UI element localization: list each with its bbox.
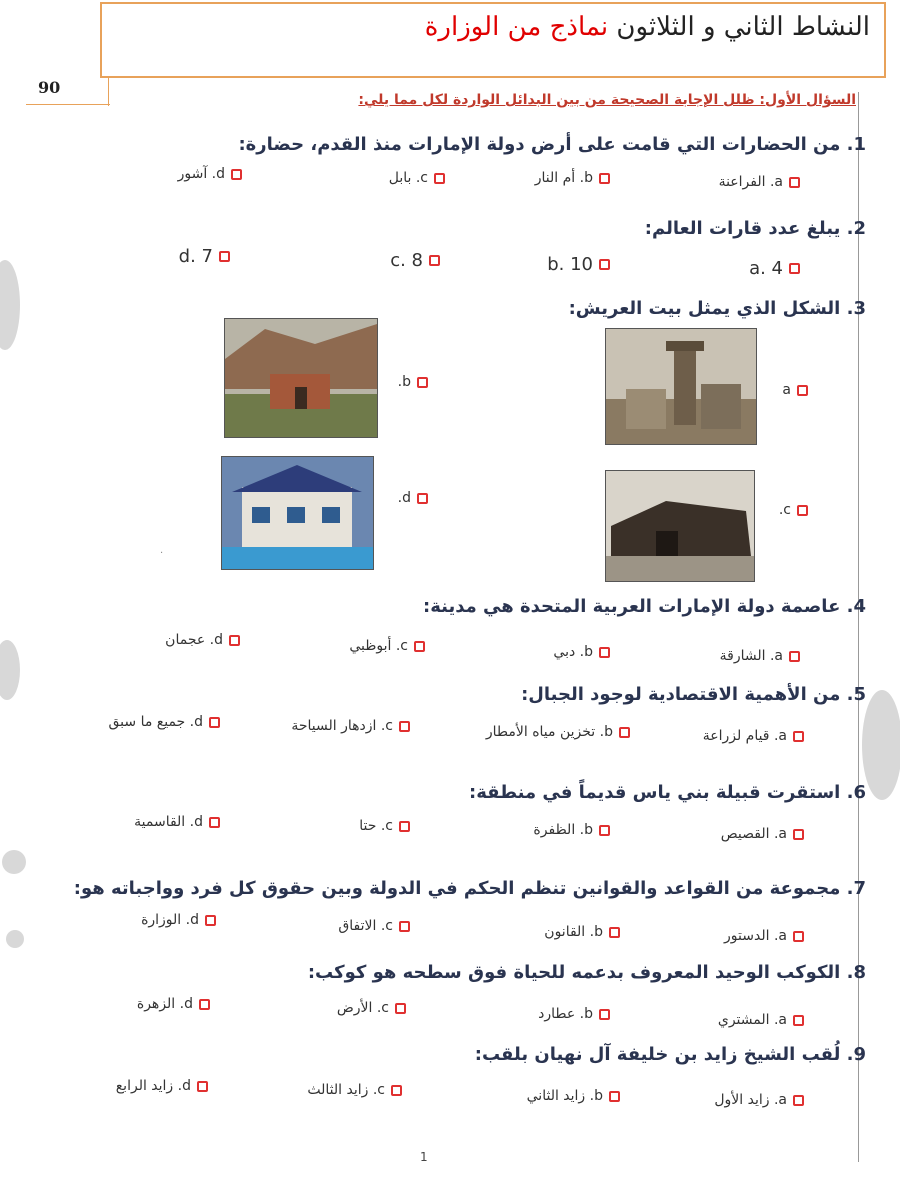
checkbox-icon[interactable] [229,635,240,646]
q9-option-b[interactable] [527,1088,620,1104]
option-label: b. عطارد [538,1006,593,1022]
q4-option-a[interactable] [720,648,800,664]
checkbox-icon[interactable] [789,177,800,188]
checkbox-icon[interactable] [599,173,610,184]
checkbox-icon[interactable] [209,717,220,728]
q9-option-a[interactable] [714,1092,804,1108]
q6-option-d[interactable] [134,814,220,830]
q2-option-c[interactable] [390,250,440,271]
checkbox-icon[interactable] [797,505,808,516]
option-label: c. ازدهار السياحة [291,718,393,734]
option-label: c. [778,502,791,518]
page-number-rule [26,104,110,105]
checkbox-icon[interactable] [599,259,610,270]
scan-mark: · [160,548,164,559]
title-red-text: نماذج من الوزارة [424,12,609,42]
q4-option-d[interactable] [165,632,240,648]
checkbox-icon[interactable] [793,829,804,840]
checkbox-icon[interactable] [399,721,410,732]
q7-option-c[interactable] [338,918,410,934]
option-label: a. المشتري [717,1012,787,1028]
option-label: b. [397,374,411,390]
q7-option-d[interactable] [141,912,216,928]
checkbox-icon[interactable] [609,927,620,938]
checkbox-icon[interactable] [797,385,808,396]
q2-option-a[interactable] [749,258,800,279]
question-2: 2. يبلغ عدد قارات العالم: [644,218,866,239]
checkbox-icon[interactable] [793,731,804,742]
q2-option-b[interactable] [547,254,610,275]
option-label: b. القانون [544,924,603,940]
checkbox-icon[interactable] [599,647,610,658]
option-label: b. دبي [553,644,593,660]
option-label: 7 .d [178,246,213,267]
option-label: a. الشارقة [719,648,783,664]
q6-option-a[interactable] [721,826,804,842]
watermark-shape [862,690,900,800]
title-black-text: النشاط الثاني و الثلاثون [616,12,870,42]
right-margin-line [858,92,859,1162]
option-label: d. الزهرة [136,996,193,1012]
checkbox-icon[interactable] [793,931,804,942]
option-label: a. القصيص [720,826,787,842]
option-label: b. تخزين مياه الأمطار [485,724,613,740]
option-label: b. زايد الثاني [526,1088,603,1104]
q9-option-d[interactable] [116,1078,208,1094]
q3-option-b[interactable] [398,374,428,390]
option-label: d. الوزارة [141,912,199,928]
footer-page-number: 1 [420,1150,428,1164]
checkbox-icon[interactable] [619,727,630,738]
q4-option-b[interactable] [553,644,610,660]
question-4: 4. عاصمة دولة الإمارات العربية المتحدة هي مدينة: [423,596,866,617]
option-label: a. زايد الأول [714,1092,787,1108]
villa-photo [221,456,374,570]
checkbox-icon[interactable] [599,1009,610,1020]
checkbox-icon[interactable] [205,915,216,926]
checkbox-icon[interactable] [793,1015,804,1026]
option-label: b. أم النار [534,170,593,186]
q5-option-b[interactable] [486,724,630,740]
question-7: 7. مجموعة من القواعد والقوانين تنظم الحكم في الدولة وبين حقوق كل فرد وواجباته هو: [73,878,866,899]
option-label: c. حتا [359,818,393,834]
checkbox-icon[interactable] [789,263,800,274]
q1-option-d[interactable] [178,166,242,182]
q8-option-b[interactable] [538,1006,610,1022]
q1-option-b[interactable] [535,170,610,186]
q6-option-c[interactable] [359,818,410,834]
q3-option-d[interactable] [398,490,428,506]
q3-option-a[interactable] [782,382,808,398]
activity-title [100,2,886,78]
option-label: c. الاتفاق [338,918,393,934]
q4-option-c[interactable] [349,638,425,654]
q5-option-c[interactable] [291,718,410,734]
question-3: 3. الشكل الذي يمثل بيت العريش: [568,298,866,319]
q5-option-d[interactable] [108,714,220,730]
option-label: c. زايد الثالث [307,1082,385,1098]
q3-option-c[interactable] [779,502,808,518]
option-label: d. [397,490,411,506]
section-title: السؤال الأول: ظلل الإجابة الصحيحة من بين البدائل الواردة لكل مما يلي: [358,92,856,108]
option-label: d. زايد الرابع [115,1078,191,1094]
checkbox-icon[interactable] [199,999,210,1010]
option-label: 4 .a [749,258,783,279]
page-number-divider [108,78,109,106]
checkbox-icon[interactable] [417,493,428,504]
tent-photo [605,470,755,582]
question-5: 5. من الأهمية الاقتصادية لوجود الجبال: [521,684,866,705]
question-9: 9. لُقب الشيخ زايد بن خليفة آل نهيان بلقب: [474,1044,866,1065]
option-label: a [782,382,791,398]
option-label: d. آشور [177,166,225,182]
q8-option-d[interactable] [137,996,210,1012]
checkbox-icon[interactable] [231,169,242,180]
q7-option-a[interactable] [724,928,804,944]
checkbox-icon[interactable] [414,641,425,652]
question-8: 8. الكوكب الوحيد المعروف بدعمه للحياة فوق سطحه هو كوكب: [307,962,866,983]
checkbox-icon[interactable] [391,1085,402,1096]
watermark-shape [2,850,26,874]
arish-house-photo [605,328,757,445]
checkbox-icon[interactable] [609,1091,620,1102]
option-label: a. الدستور [724,928,787,944]
q8-option-c[interactable] [337,1000,406,1016]
option-label: c. بابل [388,170,428,186]
watermark-shape [0,640,20,700]
checkbox-icon[interactable] [209,817,220,828]
option-label: d. القاسمية [134,814,203,830]
watermark-shape [0,260,20,350]
q9-option-c[interactable] [307,1082,402,1098]
q5-option-a[interactable] [703,728,804,744]
option-label: 8 .c [390,250,423,271]
question-1: 1. من الحضارات التي قامت على أرض دولة الإمارات منذ القدم، حضارة: [238,134,866,155]
checkbox-icon[interactable] [793,1095,804,1106]
q2-option-d[interactable] [179,246,230,267]
checkbox-icon[interactable] [197,1081,208,1092]
q6-option-b[interactable] [533,822,610,838]
checkbox-icon[interactable] [789,651,800,662]
q8-option-a[interactable] [718,1012,804,1028]
option-label: a. قيام لزراعة [702,728,787,744]
mud-house-photo [224,318,378,438]
checkbox-icon[interactable] [429,255,440,266]
q1-option-c[interactable] [389,170,445,186]
option-label: a. الفراعنة [718,174,783,190]
option-label: c. أبوظبي [349,638,408,654]
option-label: c. الأرض [336,1000,389,1016]
checkbox-icon[interactable] [434,173,445,184]
checkbox-icon[interactable] [417,377,428,388]
q1-option-a[interactable] [719,174,800,190]
option-label: b. الظفرة [533,822,593,838]
option-label: d. جميع ما سبق [108,714,203,730]
checkbox-icon[interactable] [399,821,410,832]
checkbox-icon[interactable] [399,921,410,932]
checkbox-icon[interactable] [599,825,610,836]
checkbox-icon[interactable] [395,1003,406,1014]
page-number: 90 [38,78,61,97]
question-6: 6. استقرت قبيلة بني ياس قديماً في منطقة: [469,782,866,803]
option-label: 10 .b [547,254,593,275]
q7-option-b[interactable] [544,924,620,940]
option-label: d. عجمان [165,632,223,648]
watermark-shape [6,930,24,948]
checkbox-icon[interactable] [219,251,230,262]
